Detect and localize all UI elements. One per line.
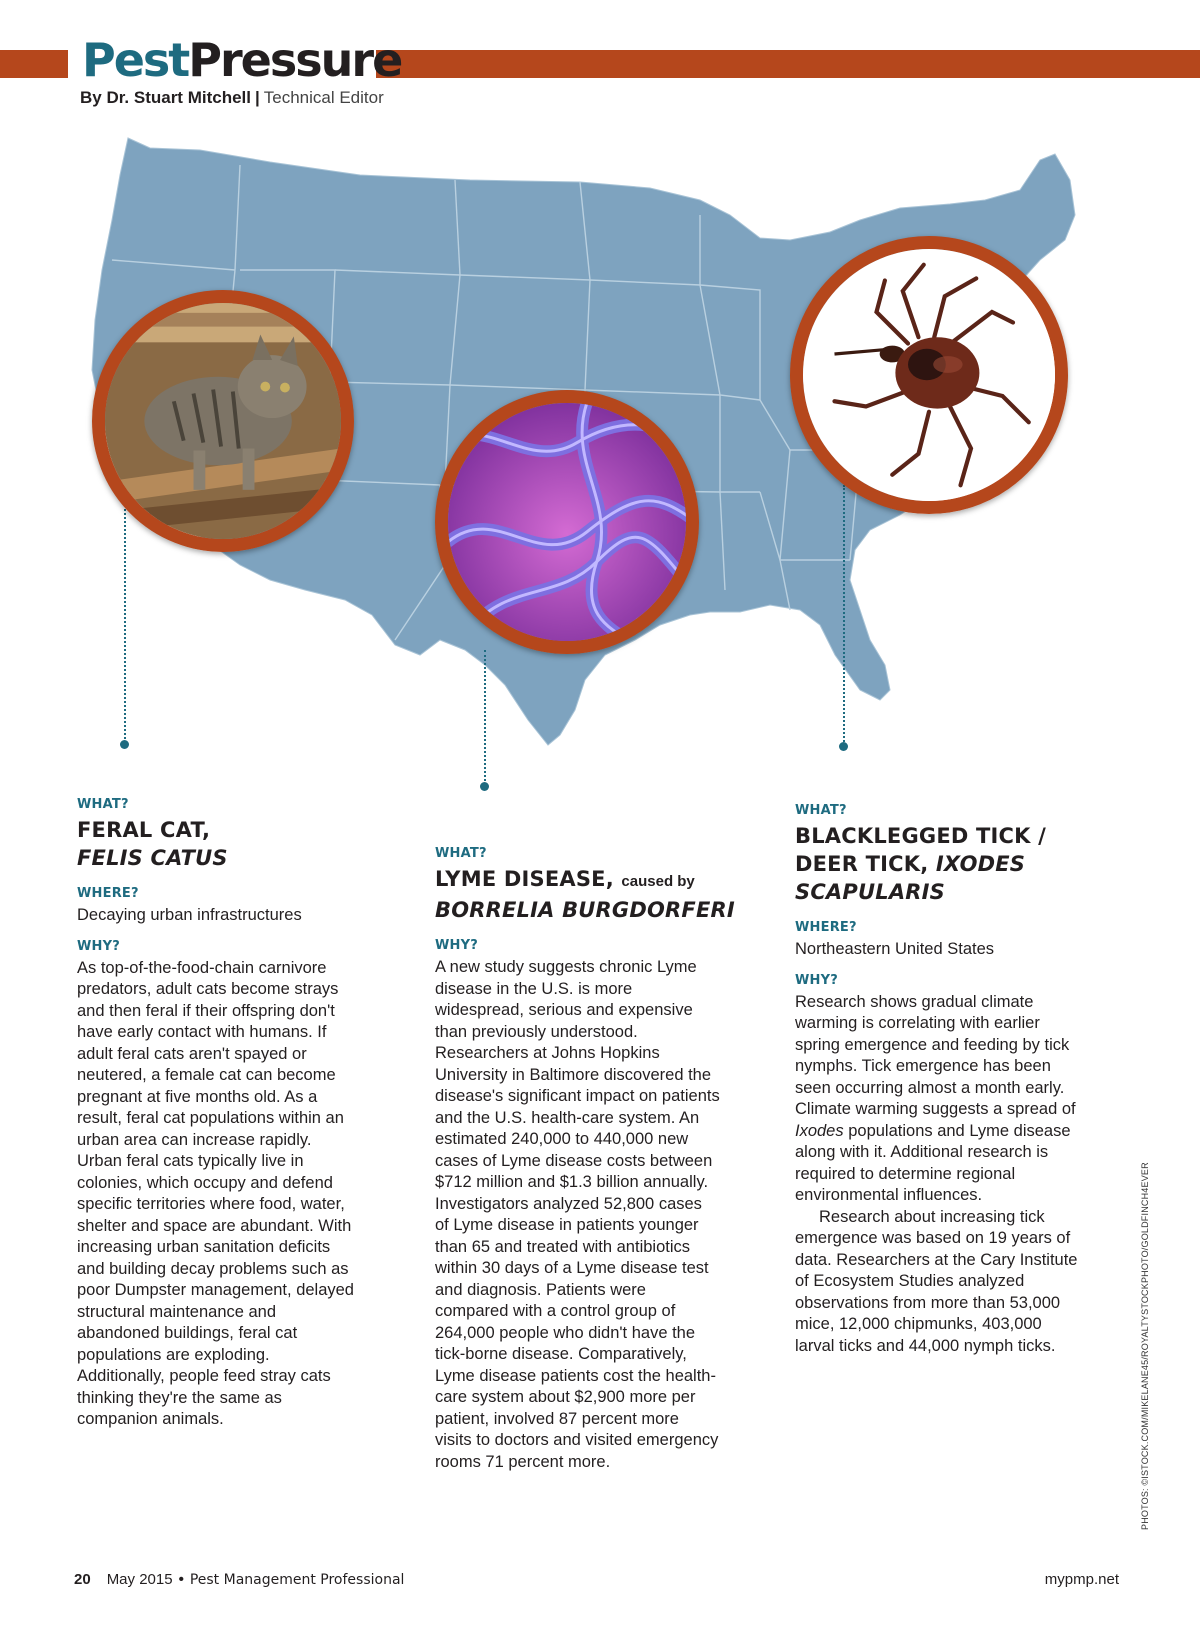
species-name-latin: BORRELIA BURGDORFERI xyxy=(435,898,735,922)
why-label: WHY? xyxy=(77,938,120,954)
borrelia-illustration xyxy=(448,403,686,641)
column-blacklegged-tick xyxy=(795,803,1095,1357)
feral-cat-illustration xyxy=(105,303,341,539)
issue-date: May 2015 xyxy=(106,1571,173,1588)
website-link[interactable]: mypmp.net xyxy=(1044,1571,1119,1588)
common-name: DEER TICK, xyxy=(795,852,929,876)
footer-left xyxy=(74,1571,404,1588)
why-paragraph-1 xyxy=(795,992,1080,1207)
why-paragraph-2: Research about increasing tick emergence was based on 19 years of data. Researchers at the Cary Institute of Ecosystem Studies analyzed observations from more than 53,000 mice, 12,000 chipmunks, 403,000 larval ticks and 44,000 nymph ticks. xyxy=(795,1207,1078,1355)
what-label: WHAT? xyxy=(435,846,487,861)
species-name-latin: FELIS CATUS xyxy=(77,846,228,870)
why-label: WHY? xyxy=(795,972,838,988)
leader-line-lyme xyxy=(484,650,486,785)
disease-name: LYME DISEASE, xyxy=(435,867,614,891)
why-text: As top-of-the-food-chain carnivore predators, adult cats become strays and then feral if their offspring don't have early contact with humans. If adult feral cats aren't spayed or neutered, a female cat can become pregnant at five months old. As a result, feral cat populations within an urban area can increase rapidly. Urban feral cats typically live in colonies, which occupy and defend specific territories where food, water, shelter and space are abundant. With increasing urban sanitation deficits and building decay problems such as poor Dumpster management, delayed structural maintenance and abandoned buildings, feral cat populations are exploding. Additionally, people feed stray cats thinking they're the same as companion animals. xyxy=(77,958,354,1428)
species-name-line1 xyxy=(435,865,735,896)
photo-credit: PHOTOS: ©ISTOCK.COM/MIKELANE45/ROYALTYSTOCKPHOTO/GOLDFINCH4EVER xyxy=(1140,1162,1150,1530)
title-pest: Pest xyxy=(82,33,189,87)
leader-dot-cat xyxy=(120,740,129,749)
why-label: WHY? xyxy=(435,938,478,953)
species-name xyxy=(795,822,1095,906)
where-text: Northeastern United States xyxy=(795,940,995,958)
species-name-line1: FERAL CAT, xyxy=(77,818,211,842)
leader-dot-tick xyxy=(839,742,848,751)
column-feral-cat xyxy=(77,797,377,1431)
why-p1-part-a: Research shows gradual climate warming is correlating with earlier spring emergence and feeding by tick nymphs. Tick emergence has been seen occurring almost a month early. Climate warming suggests a spread of xyxy=(795,992,1076,1118)
where-label: WHERE? xyxy=(77,886,139,901)
why-text xyxy=(795,992,1080,1358)
publication-name: Pest Management Professional xyxy=(189,1572,405,1588)
title-pressure: Pressure xyxy=(188,33,402,87)
why-p1-italic: Ixodes xyxy=(795,1121,844,1140)
species-name-latin: SCAPULARIS xyxy=(795,880,945,904)
column-lyme-disease xyxy=(435,846,735,1473)
byline-author: By Dr. Stuart Mitchell xyxy=(80,88,251,107)
species-name xyxy=(77,816,377,872)
why-text: A new study suggests chronic Lyme disease in the U.S. is more widespread, serious and expensive than previously understood. Researchers at Johns Hopkins University in Baltimore discovered the disease's significant impact on patients and the U.S. health-care system. An estimated 240,000 to 440,000 new cases of Lyme disease costs between $712 million and $1.3 billion annually. Investigators analyzed 52,800 cases of Lyme disease in patients younger than 65 and treated with antibiotics within 30 days of a Lyme disease test and diagnosis. Patients were compared with a control group of 264,000 people who didn't have the tick-borne disease. Comparatively, Lyme disease patients cost the health-care system about $2,900 more per patient, involved 87 percent more visits to doctors and visited emergency rooms 71 percent more. xyxy=(435,958,720,1471)
tick-illustration xyxy=(803,249,1055,501)
what-label: WHAT? xyxy=(795,803,847,818)
footer-bullet: • xyxy=(178,1571,184,1588)
species-name xyxy=(435,865,735,924)
species-name-line2 xyxy=(795,850,1095,878)
where-text: Decaying urban infrastructures xyxy=(77,906,302,924)
leader-dot-lyme xyxy=(480,782,489,791)
genus-name: IXODES xyxy=(935,852,1026,876)
where-label: WHERE? xyxy=(795,920,857,935)
header-bar-left xyxy=(0,50,68,78)
header-bar-right xyxy=(376,50,1200,78)
byline-role: Technical Editor xyxy=(263,88,384,107)
byline xyxy=(80,88,384,108)
blacklegged-tick-photo xyxy=(790,236,1068,514)
leader-line-tick xyxy=(843,485,845,745)
lyme-bacteria-illustration xyxy=(435,390,699,654)
feral-cat-photo xyxy=(92,290,354,552)
species-name-line1: BLACKLEGGED TICK / xyxy=(795,824,1047,848)
leader-line-cat xyxy=(124,505,126,743)
caused-by-text: caused by xyxy=(621,873,695,890)
why-p1-part-b: populations and Lyme disease along with it. Additional research is required to determine regional environmental influences. xyxy=(795,1121,1071,1204)
byline-separator: | xyxy=(254,88,260,107)
page-title xyxy=(82,32,401,88)
what-label: WHAT? xyxy=(77,797,129,812)
page-number: 20 xyxy=(74,1571,91,1588)
